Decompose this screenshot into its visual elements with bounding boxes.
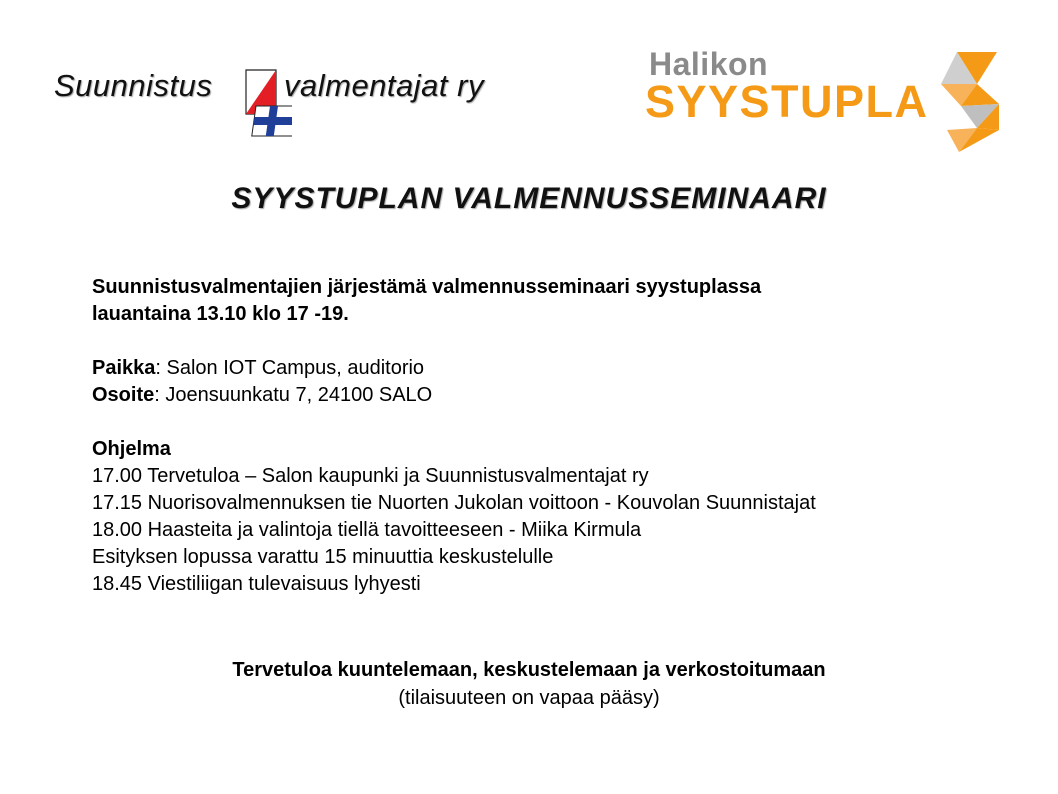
intro-line-1: Suunnistusvalmentajien järjestämä valmennusseminaari syystuplassa <box>92 276 762 298</box>
logo-left-word2: valmentajat ry <box>284 68 484 103</box>
place-label: Paikka <box>92 357 156 379</box>
address-value: : Joensuunkatu 7, 24100 SALO <box>154 384 433 406</box>
orienteering-flag-icon <box>232 68 292 138</box>
place-row <box>92 355 1012 382</box>
footer <box>0 656 1058 712</box>
program-heading: Ohjelma <box>92 438 171 460</box>
page-title: SYYSTUPLAN VALMENNUSSEMINAARI <box>231 182 827 215</box>
program-item: 17.15 Nuorisovalmennuksen tie Nuorten Jukolan voittoon - Kouvolan Suunnistajat <box>92 492 816 514</box>
program-item: Esityksen lopussa varattu 15 minuuttia keskustelulle <box>92 546 554 568</box>
syystupla-s-mark-icon <box>937 50 1003 154</box>
place-value: : Salon IOT Campus, auditorio <box>155 357 425 379</box>
program-item: 17.00 Tervetuloa – Salon kaupunki ja Suunnistusvalmentajat ry <box>92 465 649 487</box>
suunnistusvalmentajat-logo <box>54 68 524 140</box>
logo-right-line1: Halikon <box>649 46 769 82</box>
event-details <box>92 274 1012 598</box>
address-label: Osoite <box>92 384 155 406</box>
footer-note: (tilaisuuteen on vapaa pääsy) <box>398 687 660 709</box>
logo-right-line2: SYYSTUPLA <box>645 76 929 127</box>
program-item: 18.45 Viestiliigan tulevaisuus lyhyesti <box>92 573 421 595</box>
logo-left-word1: Suunnistus <box>54 68 213 103</box>
program-item: 18.00 Haasteita ja valintoja tiellä tavoitteeseen - Miika Kirmula <box>92 519 642 541</box>
halikon-syystupla-logo <box>645 46 1005 156</box>
footer-invitation: Tervetuloa kuuntelemaan, keskustelemaan ja verkostoitumaan <box>232 659 826 681</box>
intro-line-2: lauantaina 13.10 klo 17 -19. <box>92 303 349 325</box>
address-row <box>92 382 1012 409</box>
